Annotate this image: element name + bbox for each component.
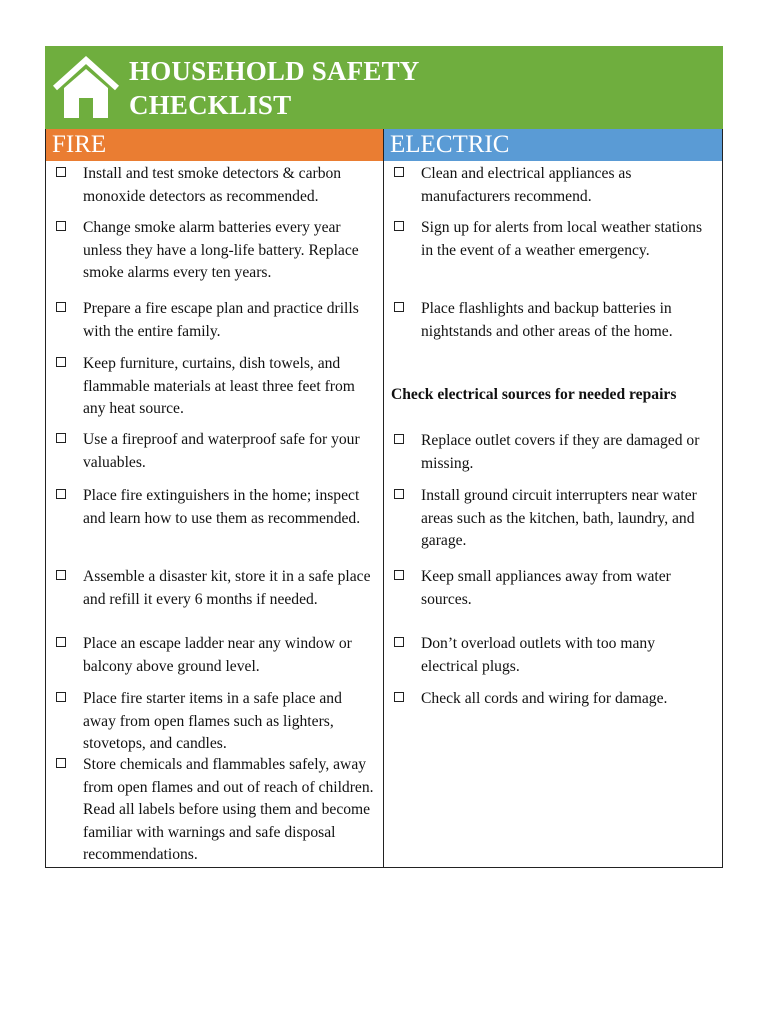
electric-item (384, 566, 716, 611)
item-text: Keep small appliances away from water sources. (421, 568, 671, 608)
checkbox[interactable] (394, 434, 404, 444)
electric-column (384, 129, 722, 867)
item-text: Assemble a disaster kit, store it in a safe place and refill it every 6 months if needed. (83, 568, 371, 608)
checkbox[interactable] (56, 489, 66, 499)
house-icon (51, 54, 121, 122)
item-text: Prepare a fire escape plan and practice drills with the entire family. (83, 300, 359, 340)
fire-item (46, 163, 377, 208)
item-text: Clean and electrical appliances as manufacturers recommend. (421, 165, 632, 205)
fire-heading: FIRE (46, 129, 383, 161)
item-text: Install ground circuit interrupters near water areas such as the kitchen, bath, laundry, and garage. (421, 487, 697, 549)
item-text: Check all cords and wiring for damage. (421, 690, 668, 707)
checklist-grid (45, 129, 723, 868)
title-line-1: HOUSEHOLD SAFETY (129, 56, 420, 86)
electric-item (384, 217, 716, 262)
electric-heading: ELECTRIC (384, 129, 722, 161)
page-title (129, 54, 420, 122)
checkbox[interactable] (56, 221, 66, 231)
checkbox[interactable] (56, 302, 66, 312)
checkbox[interactable] (56, 570, 66, 580)
item-text: Use a fireproof and waterproof safe for your valuables. (83, 431, 360, 471)
item-text: Replace outlet covers if they are damaged or missing. (421, 432, 700, 472)
item-text: Change smoke alarm batteries every year unless they have a long-life battery. Replace smoke alarms every ten years. (83, 219, 359, 281)
electric-item (384, 298, 716, 343)
header-banner (45, 46, 723, 129)
checkbox[interactable] (394, 637, 404, 647)
fire-item (46, 633, 377, 678)
fire-item (46, 485, 377, 530)
fire-item (46, 217, 377, 285)
electric-item (384, 485, 716, 553)
item-text: Place an escape ladder near any window or balcony above ground level. (83, 635, 352, 675)
fire-item (46, 429, 377, 474)
electric-item (384, 633, 716, 678)
fire-item (46, 754, 377, 867)
fire-item (46, 353, 377, 421)
checkbox[interactable] (56, 637, 66, 647)
item-text: Keep furniture, curtains, dish towels, and flammable materials at least three feet from any heat source. (83, 355, 355, 417)
item-text: Store chemicals and flammables safely, away from open flames and out of reach of children. Read all labels before using them and become familiar with warnings and safe disposal recommendations. (83, 756, 374, 863)
fire-item (46, 688, 377, 756)
item-text: Place fire starter items in a safe place and away from open flames such as lighters, stovetops, and candles. (83, 690, 342, 752)
checkbox[interactable] (56, 167, 66, 177)
electric-item (384, 430, 716, 475)
title-line-2: CHECKLIST (129, 90, 292, 120)
electric-item (384, 163, 716, 208)
fire-items (46, 161, 383, 867)
fire-item (46, 566, 377, 611)
checkbox[interactable] (56, 357, 66, 367)
checkbox[interactable] (394, 570, 404, 580)
checkbox[interactable] (56, 692, 66, 702)
checkbox[interactable] (394, 167, 404, 177)
fire-column (46, 129, 384, 867)
fire-item (46, 298, 377, 343)
checkbox[interactable] (394, 489, 404, 499)
checkbox[interactable] (56, 433, 66, 443)
checkbox[interactable] (394, 221, 404, 231)
electric-items (384, 161, 722, 867)
item-text: Place flashlights and backup batteries in nightstands and other areas of the home. (421, 300, 673, 340)
item-text: Sign up for alerts from local weather stations in the event of a weather emergency. (421, 219, 703, 259)
electric-item (384, 688, 716, 711)
checkbox[interactable] (394, 692, 404, 702)
item-text: Install and test smoke detectors & carbon monoxide detectors as recommended. (83, 165, 342, 205)
checklist-sheet (45, 46, 723, 868)
repairs-subheading: Check electrical sources for needed repairs (391, 386, 677, 403)
item-text: Don’t overload outlets with too many electrical plugs. (421, 635, 656, 675)
checkbox[interactable] (56, 758, 66, 768)
checkbox[interactable] (394, 302, 404, 312)
item-text: Place fire extinguishers in the home; inspect and learn how to use them as recommended. (83, 487, 361, 527)
